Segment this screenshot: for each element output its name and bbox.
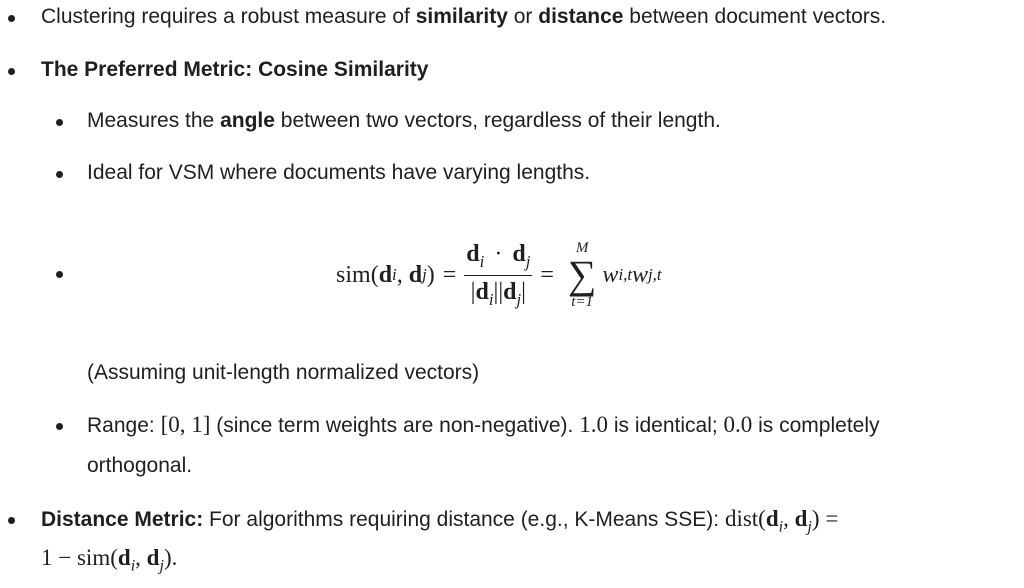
bullet-text: Clustering requires a robust measure of similarity or distance between document vectors. [41,5,887,28]
bullet-point [8,517,15,524]
bullet-point [8,15,15,22]
bullet-text: Range: [0, 1] (since term weights are non-negative). 1.0 is identical; 0.0 is completely [87,412,880,437]
fraction: $\frac{d_i \cdot d_j}{|d_i||d_j|}$ [466,240,531,309]
bullet-text: Distance Metric: For algorithms requiring distance (e.g., K-Means SSE): $dist(d_i$, $d_j$) = [41,506,839,536]
formula-note: (Assuming unit-length normalized vectors) [87,361,480,384]
bullet-point [56,423,63,430]
bullet-text: Measures the angle between two vectors, regardless of their length. [87,109,721,132]
bullet-text-continued: orthogonal. [87,454,193,477]
bullet-point [56,119,63,126]
summation-sign: M ∑ t=1 [567,240,597,310]
bullet-text: Ideal for VSM where documents have varying lengths. [87,161,591,184]
bullet-point [8,68,15,75]
section-heading: The Preferred Metric: Cosine Similarity [41,58,429,81]
bullet-point [56,271,63,278]
bullet-point [56,171,63,178]
distance-formula-continued: $1 - sim(d_i$, $d_j$). [41,545,178,575]
cosine-similarity-formula: sim ( d i , d j ) = $\frac{d_i \cdot d_j}{|d_i||d_j|}$ = M ∑ t=1 w i,t w j,t [336,240,662,310]
